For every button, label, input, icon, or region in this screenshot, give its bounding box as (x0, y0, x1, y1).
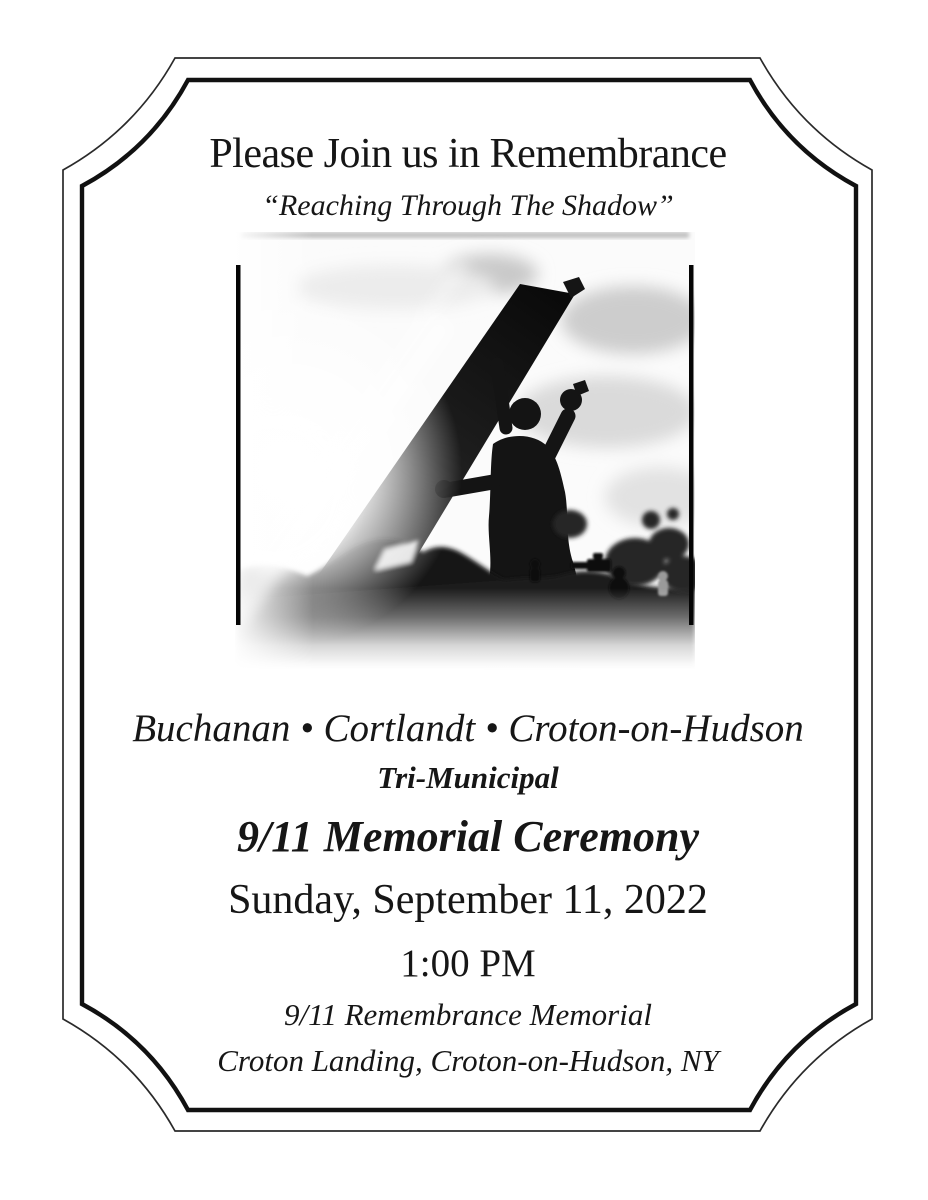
tri-municipal-label: Tri-Municipal (377, 760, 559, 795)
subtitle-quote: “Reaching Through The Shadow” (262, 189, 674, 222)
municipalities-line: Buchanan • Cortlandt • Croton-on-Hudson (132, 707, 804, 750)
event-time: 1:00 PM (400, 942, 536, 985)
venue-name: 9/11 Remembrance Memorial (284, 997, 652, 1032)
venue-location: Croton Landing, Croton-on-Hudson, NY (217, 1043, 719, 1078)
statue-photo-illustration (235, 232, 695, 670)
photo-left-bar (236, 265, 241, 625)
photo-right-bar (689, 265, 694, 625)
page-title: Please Join us in Remembrance (209, 131, 727, 177)
event-date: Sunday, September 11, 2022 (228, 877, 708, 923)
memorial-statue-photo (235, 232, 695, 670)
event-name: 9/11 Memorial Ceremony (237, 812, 699, 861)
